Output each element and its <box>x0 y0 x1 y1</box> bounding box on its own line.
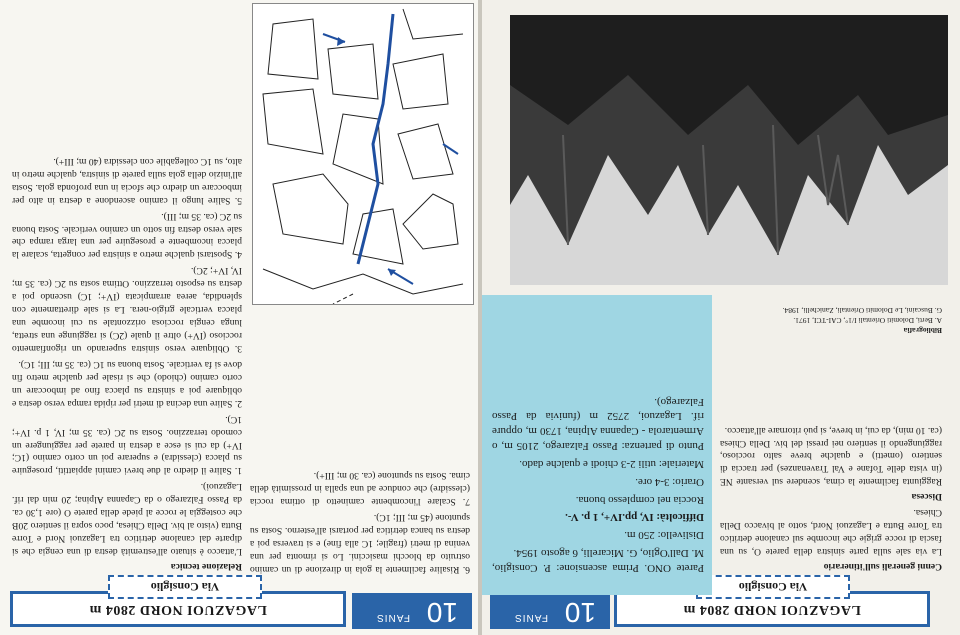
difficulty: Difficoltà: IV, pp.IV+, 1 p. V-. <box>565 511 704 524</box>
relazione-column-2 <box>250 466 470 576</box>
cenni-title: Cenni generali sull'itinerario <box>823 561 942 572</box>
discesa-text: Raggiunta facilmente la cima, scendere sul versante NE (in vista delle Tofane e Val Travenanzes) per traccia di sentiero (ometti) e qualche breve salto roccioso, raggiungendo il sentiero nei pressi del biv. Della Chiesa (ca. 10 min), da cui, in breve, si può ritornare all'attacco. <box>720 424 942 488</box>
right-page <box>482 0 960 635</box>
bibliography-entry: A. Berti, Dolomiti Orientali I/1°, CAI-TCI, 1971. <box>793 316 942 326</box>
left-header <box>6 580 472 629</box>
relazione-paragraph: 1. Salire il diedro al due brevi camini appiattiti, proseguire su placca (clessidra) e superare poi un corto camino (1C; IV+) da cui si esce a destra in parete per raggiungere un comodo terrazzino. Sosta su 2C (ca. 35 m; IV, 1 p. IV+; 1C). <box>12 413 242 477</box>
bibliography-entry: G. Buscaini, Le Dolomiti Orientali, Zanichelli, 1984. <box>782 306 942 316</box>
elevation-gain: Dislivello: 250 m. <box>624 529 704 542</box>
route-badge <box>352 593 472 629</box>
peak-title: LAGAZUOI NORD 2804 m <box>10 591 346 627</box>
area-label: FANIS <box>514 612 548 623</box>
left-page-content <box>0 0 478 635</box>
left-page <box>0 0 478 635</box>
peak-title: LAGAZUOI NORD 2804 m <box>614 591 930 627</box>
bibliography-title: Bibliografia <box>903 326 942 335</box>
route-badge <box>490 593 610 629</box>
route-number: 10 <box>564 597 596 628</box>
relazione-paragraph: 6. Risalire facilmente la gola in direzione di un camino ostruito da blocchi masiccini. Lo si rimonta per una venina di metri (fragile; 1C alla fine) e si traversa poi a destra su banca detritica per portarsi all'esterno. Sosta su spuntone (45 m; III; 1C). <box>250 512 470 575</box>
starting-point: Punto di partenza: Passo Falzarego, 2105 m, o Armentarola - Capanna Alpina, 1730 m, oppure rif. Lagazuoi, 2752 m (funivia da Passo Falzarego). <box>492 395 704 453</box>
area-label: FANIS <box>376 612 410 623</box>
rock-quality: Roccia nel complesso buona. <box>575 493 704 506</box>
right-page-content <box>482 0 960 635</box>
route-name: Via Consiglio <box>108 575 262 599</box>
relazione-paragraph: 3. Obliquare verso sinistra superando un rigonfiamento roccioso (IV+) oltre il quale (2C) si raggiunge una stretta, lunga cengia rocciosa orizzontale su cui incombe una placca verticale grigio-nera. La si sale direttamente con splendida, aerea arrampicata (IV+; 1C) uscendo poi a destra su esposto terrazzino. Ottima sosta su 2C (ca. 35 m; IV, IV+; 2C). <box>12 265 242 354</box>
relazione-paragraph: L'attacco è situato all'estremità destra di una cengia che si diparte dal canalone detritico tra Lagazuoi Nord e Torre Butta (visto al biv. Della Chiesa, poco sopra il sentiero 20B che costeggia le rocce al piede della parete O (ore 1,30 ca. da Passo Falzarego o da Capanna Alpina; 20 min dal rif. Lagazuoi). <box>12 481 242 558</box>
relazione-column-1 <box>12 151 242 575</box>
discesa-title: Discesa <box>911 491 942 503</box>
route-topo-drawing <box>252 3 474 305</box>
route-number: 10 <box>426 597 458 628</box>
mountain-photo-image <box>510 15 948 285</box>
general-notes-column <box>720 420 942 575</box>
topo-sketch <box>253 4 473 304</box>
route-info <box>492 391 704 575</box>
mountain-photo <box>510 15 948 285</box>
relazione-paragraph: 2. Salire una decina di metri per ripida rampa verso destra e obliquare poi a sinistra su placca fino ad imboccare un corto camino (chiodo) che si risale per qualche metro fin dove si fa verticale. Sosta buona su 1C (ca. 35 m; III; 1C). <box>12 358 242 409</box>
gear: Materiale: utili 2-3 chiodi e qualche dado. <box>519 457 704 470</box>
cenni-text: La via sale sulla parte sinistra della parete O, su una fascia di rocce grigie che incombe sul canalone detritico tra Torre Butta e Lagazuoi Nord, sotto al bivacco Della Chiesa. <box>720 507 942 558</box>
route-name: Via Consiglio <box>696 575 850 599</box>
relazione-title: Relazione tecnica <box>170 561 242 572</box>
relazione-paragraph: 5. Salire lungo il camino ascendone a destra in alto per imboccare un diedro che sfocia in una profonda gola. Sosta all'inizio della gola sulla parete di sinistra, qualche metro in alto, su 1C collegabile con clessidra (40 m; III+). <box>12 155 242 206</box>
first-ascent: Parete ONO. Prima ascensione: P. Consiglio, M. Dall'Oglio, G. Micarelli, 6 agosto 1954. <box>492 547 704 574</box>
relazione-paragraph: 4. Spostarsi qualche metro a sinistra per congetta, scalare la placca incombente e proseguire per una larga rampa che sale verso destra fin sotto un camino verticale. Sosta buona su 2C (ca. 35 m; III). <box>12 210 242 261</box>
relazione-paragraph: 7. Scalare l'incombente caminetto di ottima roccia (clessidre) che conduce ad una spalla in prossimità della cima. Sosta su spuntone (ca. 30 m; III+). <box>250 470 470 508</box>
timing: Orario: 3-4 ore. <box>635 475 704 488</box>
bibliography <box>720 306 942 335</box>
